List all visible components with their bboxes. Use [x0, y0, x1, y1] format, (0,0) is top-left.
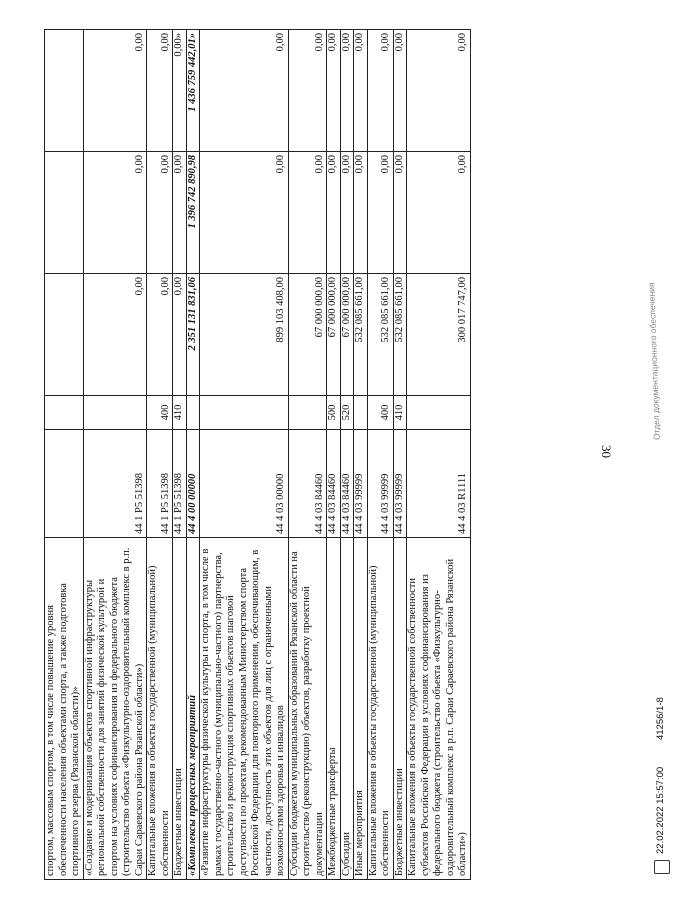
- row-sum-year-3: 0,00: [354, 30, 368, 152]
- row-expense-type: [83, 396, 147, 430]
- row-expense-type: [45, 396, 84, 430]
- row-name: спортом, массовым спортом, в том числе повышение уровня обеспеченности населения объектами спорта, а также подготовка спортивного резерва (Рязанской области)»: [45, 538, 84, 880]
- row-expense-type: 410: [393, 396, 407, 430]
- document-icon: [654, 860, 670, 874]
- row-sum-year-2: 0,00: [393, 152, 407, 274]
- row-sum-year-2: [45, 152, 84, 274]
- department-stamp: Отдел документационного обеспечения: [646, 282, 662, 441]
- page-footer: [646, 30, 682, 880]
- row-code: 44 4 03 84460: [340, 430, 354, 538]
- row-code: 44 4 03 99999: [354, 430, 368, 538]
- row-sum-year-3: 0,00: [147, 30, 173, 152]
- row-name: Бюджетные инвестиции: [393, 538, 407, 880]
- row-expense-type: [200, 396, 289, 430]
- row-sum-year-2: 0,00: [147, 152, 173, 274]
- budget-table-body: [45, 30, 471, 880]
- row-expense-type: 400: [147, 396, 173, 430]
- row-sum-year-3: 0,00: [393, 30, 407, 152]
- row-sum-year-1: 67 000 000,00: [327, 274, 341, 396]
- row-expense-type: [354, 396, 368, 430]
- row-sum-year-1: 899 103 408,00: [200, 274, 289, 396]
- table-row: [45, 30, 84, 880]
- row-sum-year-3: 0,00: [200, 30, 289, 152]
- row-sum-year-3: 0,00: [340, 30, 354, 152]
- row-code: 44 4 03 R1111: [407, 430, 471, 538]
- row-sum-year-3: 0,00: [367, 30, 393, 152]
- row-sum-year-2: 0,00: [340, 152, 354, 274]
- row-code: 44 4 03 00000: [200, 430, 289, 538]
- row-name: «Создание и модернизация объектов спортивной инфраструктуры региональной собственности для занятий физической культурой и спортом на условиях софинансирования из федерального бюджета (строительство объекта «Физкультурно-оздоровительный комплекс в р.п. Сараи Сараевского района Рязанской области»): [83, 538, 147, 880]
- row-sum-year-2: 0,00: [367, 152, 393, 274]
- table-row: [147, 30, 173, 880]
- row-sum-year-1: 0,00: [147, 274, 173, 396]
- table-row: [407, 30, 471, 880]
- table-row: [288, 30, 327, 880]
- page-number: 30: [599, 445, 614, 458]
- row-expense-type: [407, 396, 471, 430]
- row-sum-year-1: 0,00: [83, 274, 147, 396]
- row-sum-year-3: [45, 30, 84, 152]
- row-code: 44 1 P5 51398: [83, 430, 147, 538]
- row-sum-year-1: 300 017 747,00: [407, 274, 471, 396]
- table-row: [200, 30, 289, 880]
- row-name: Иные мероприятия: [354, 538, 368, 880]
- row-name: «Развитие инфраструктуры физической культуры и спорта, в том числе в рамках государственно-частного (муниципально-частного) партнерства, строительство и реконструкция спортивных объектов шаговой доступности по проектам, рекомендованным Министерством спорта Российской Федерации для повторного применения, обеспечивающим, в частности, доступность этих объектов для лиц с ограниченными возможностями здоровья и инвалидов: [200, 538, 289, 880]
- row-expense-type: 520: [340, 396, 354, 430]
- row-sum-year-2: 0,00: [173, 152, 187, 274]
- row-sum-year-2: 0,00: [83, 152, 147, 274]
- row-name: Капитальные вложения в объекты государственной (муниципальной) собственности: [147, 538, 173, 880]
- row-code: 44 1 P5 51398: [173, 430, 187, 538]
- row-code: 44 4 00 00000: [186, 430, 200, 538]
- row-code: 44 4 03 84460: [327, 430, 341, 538]
- row-sum-year-1: 67 000 000,00: [288, 274, 327, 396]
- row-sum-year-1: 0,00: [173, 274, 187, 396]
- row-sum-year-1: 2 351 131 831,06: [186, 274, 200, 396]
- row-sum-year-2: 0,00: [354, 152, 368, 274]
- row-name: Субсидии бюджетам муниципальных образований Рязанской области на строительство (реконструкцию) объектов, разработку проектной документации: [288, 538, 327, 880]
- table-row: [354, 30, 368, 880]
- footer-doc-id: 41256/1-8: [655, 697, 666, 740]
- row-code: 44 1 P5 51398: [147, 430, 173, 538]
- row-sum-year-2: 0,00: [288, 152, 327, 274]
- row-expense-type: 500: [327, 396, 341, 430]
- row-expense-type: 400: [367, 396, 393, 430]
- table-row: [340, 30, 354, 880]
- row-expense-type: 410: [173, 396, 187, 430]
- row-code: [45, 430, 84, 538]
- row-sum-year-2: 1 396 742 890,98: [186, 152, 200, 274]
- rotated-page: [44, 30, 666, 880]
- row-sum-year-1: 67 000 000,00: [340, 274, 354, 396]
- row-sum-year-3: 0,00»: [173, 30, 187, 152]
- row-name: Капитальные вложения в объекты государственной (муниципальной) собственности: [367, 538, 393, 880]
- row-name: Капитальные вложения в объекты государственной собственности субъектов Российской Федерации в условиях софинансирования из федерального бюджета (строительство объекта «Физкультурно-оздоровительный комплекс в р.п. Сараи Сараевского района Рязанской области»): [407, 538, 471, 880]
- row-sum-year-3: 1 436 759 442,01»: [186, 30, 200, 152]
- row-name: «Комплексы процессных мероприятий: [186, 538, 200, 880]
- row-sum-year-1: 532 085 661,00: [354, 274, 368, 396]
- row-sum-year-1: [45, 274, 84, 396]
- row-sum-year-3: 0,00: [327, 30, 341, 152]
- budget-table: [44, 29, 471, 880]
- row-code: 44 4 03 99999: [393, 430, 407, 538]
- row-expense-type: [186, 396, 200, 430]
- row-code: 44 4 03 84460: [288, 430, 327, 538]
- row-code: 44 4 03 99999: [367, 430, 393, 538]
- row-sum-year-2: 0,00: [200, 152, 289, 274]
- table-row: [393, 30, 407, 880]
- row-sum-year-1: 532 085 661,00: [367, 274, 393, 396]
- table-row: [83, 30, 147, 880]
- row-sum-year-3: 0,00: [83, 30, 147, 152]
- row-name: Субсидии: [340, 538, 354, 880]
- row-sum-year-2: 0,00: [327, 152, 341, 274]
- footer-timestamp: 22.02.2022 15:57:00: [655, 766, 666, 854]
- table-row: [327, 30, 341, 880]
- table-row: [173, 30, 187, 880]
- row-name: Бюджетные инвестиции: [173, 538, 187, 880]
- table-row: [186, 30, 200, 880]
- row-sum-year-3: 0,00: [288, 30, 327, 152]
- row-sum-year-2: 0,00: [407, 152, 471, 274]
- table-row: [367, 30, 393, 880]
- row-expense-type: [288, 396, 327, 430]
- row-sum-year-3: 0,00: [407, 30, 471, 152]
- row-sum-year-1: 532 085 661,00: [393, 274, 407, 396]
- row-name: Межбюджетные трансферты: [327, 538, 341, 880]
